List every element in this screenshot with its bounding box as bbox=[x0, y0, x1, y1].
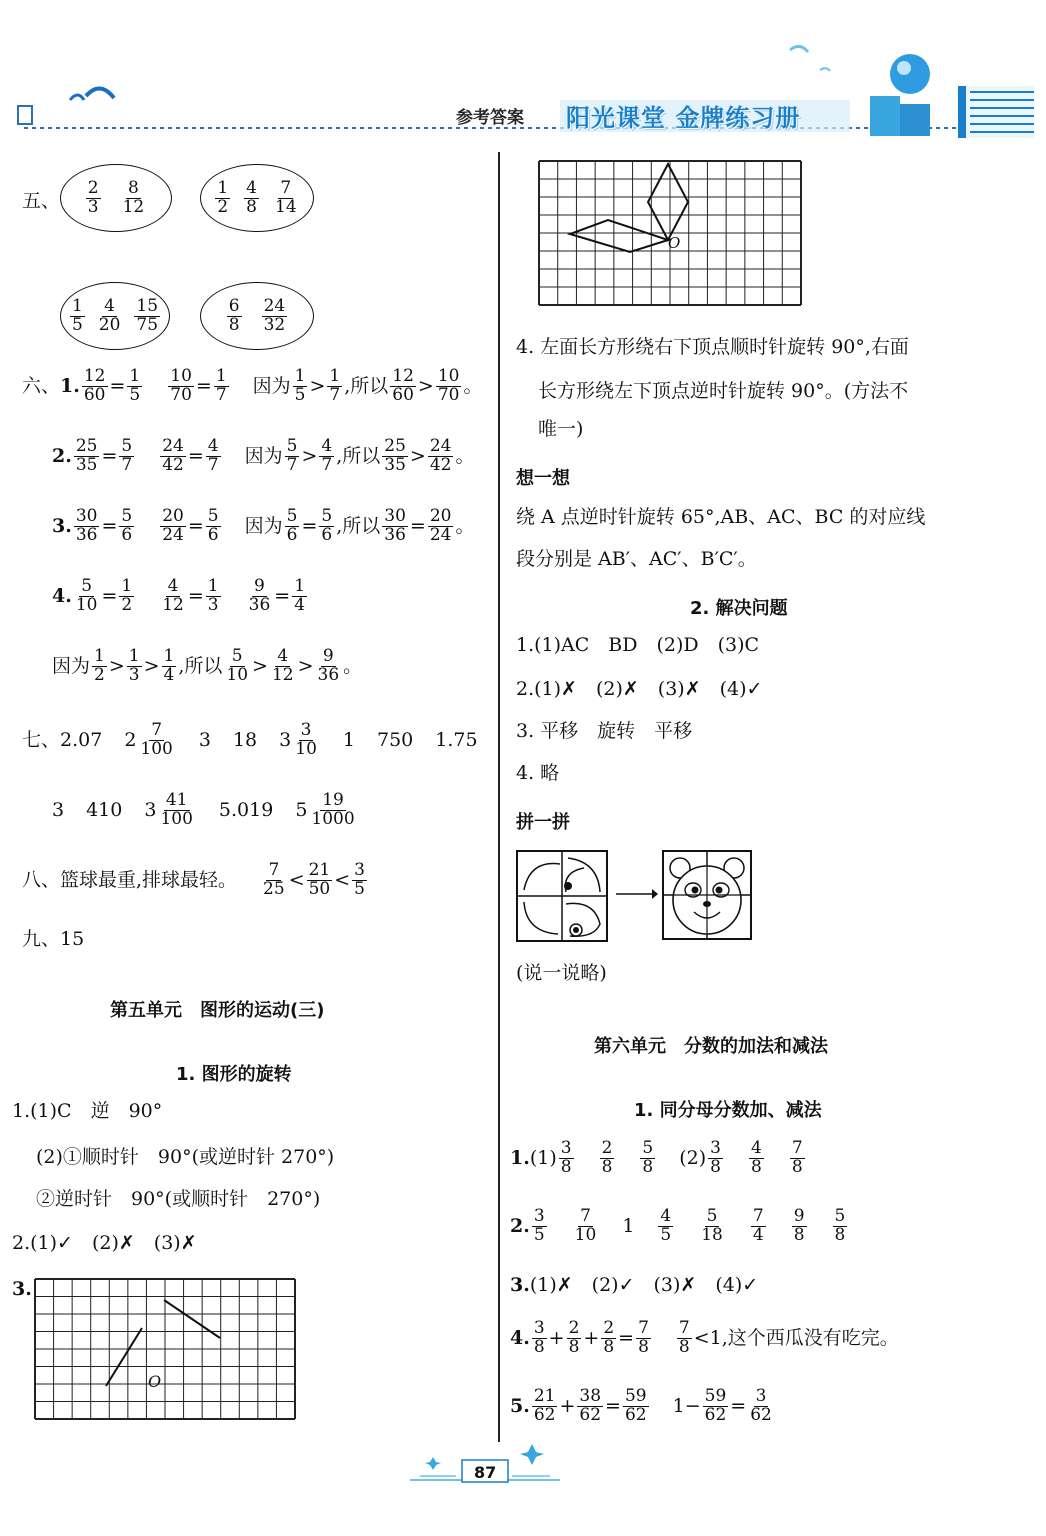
think-line-2: 段分别是 AB′、AC′、B′C′。 bbox=[516, 548, 757, 570]
fraction: $\frac{59}{62}$ bbox=[704, 1386, 727, 1425]
grid-right-origin-label: O bbox=[668, 234, 681, 252]
ellipse-group-1 bbox=[60, 164, 172, 232]
fraction: $\frac{3}{5}$ bbox=[533, 1206, 545, 1245]
fraction: $\frac{4}{7}$ bbox=[207, 436, 219, 475]
u6-q3: 3.(1)✗ (2)✓ (3)✗ (4)✓ bbox=[510, 1274, 759, 1296]
fraction: $\frac{7}{8}$ bbox=[678, 1318, 690, 1357]
fraction: $\frac{4}{8}$ bbox=[751, 1138, 762, 1177]
fraction: $\frac{41}{100}$ bbox=[160, 790, 193, 829]
ellipse-group-2 bbox=[200, 164, 314, 232]
fraction: $\frac{1}{3}$ bbox=[207, 576, 219, 615]
fraction: $\frac{1}{5}$ bbox=[294, 366, 306, 405]
fraction: $\frac{24}{42}$ bbox=[429, 436, 452, 475]
fraction: $\frac{38}{62}$ bbox=[579, 1386, 602, 1425]
header bbox=[0, 0, 1046, 150]
q6-row-1: 六、 1. $\frac{12}{60}$ = $\frac{1}{5}$ $\frac{10}{70}$ = $\frac{1}{7}$ 因为 $\frac{1}{5}$ > $\frac{1}{7}$ ,所以 $\frac{12}{60}$ > $\frac{10}{70}$ 。 bbox=[22, 366, 483, 405]
solve-q2: 2.(1)✗ (2)✗ (3)✗ (4)✓ bbox=[516, 678, 763, 700]
fraction: $\frac{30}{36}$ bbox=[75, 506, 98, 545]
grid-lines bbox=[539, 161, 801, 305]
fraction: $\frac{1}{7}$ bbox=[215, 366, 227, 405]
unit5-title: 第五单元 图形的运动(三) bbox=[110, 1000, 325, 1021]
page-number: 87 bbox=[474, 1463, 497, 1482]
ellipse-group-3 bbox=[60, 282, 170, 350]
fraction: $\frac{3}{62}$ bbox=[750, 1386, 772, 1425]
r-q4-line-3: 唯一) bbox=[538, 418, 584, 440]
fraction: $\frac{9}{36}$ bbox=[248, 576, 271, 615]
fraction: $\frac{1}{5}$ bbox=[129, 366, 141, 405]
q9-row: 九、15 bbox=[22, 928, 85, 950]
answer-label: 参考答案 bbox=[456, 108, 524, 128]
unit6-title: 第六单元 分数的加法和减法 bbox=[594, 1036, 828, 1057]
q7-row-2: 3 410 3 $\frac{41}{100}$ 5.019 5 $\frac{19}{1000}$ bbox=[52, 790, 355, 829]
fraction: $\frac{3}{10}$ bbox=[295, 720, 317, 759]
q5-label: 五、 bbox=[22, 190, 61, 212]
fraction: $\frac{5}{18}$ bbox=[701, 1206, 723, 1245]
fraction: $\frac{10}{70}$ bbox=[170, 366, 192, 405]
fraction: $\frac{4}{12}$ bbox=[271, 646, 294, 685]
pin-note: (说一说略) bbox=[516, 962, 607, 984]
fraction: $\frac{5}{8}$ bbox=[642, 1138, 654, 1177]
rotation-grid-left bbox=[34, 1278, 296, 1420]
fraction: $\frac{21}{62}$ bbox=[533, 1386, 556, 1425]
fraction: $\frac{59}{62}$ bbox=[624, 1386, 647, 1425]
fraction: $\frac{5}{10}$ bbox=[75, 576, 98, 615]
fraction: $\frac{7}{25}$ bbox=[263, 860, 285, 899]
column-divider bbox=[498, 152, 500, 1442]
fraction: $\frac{15}{75}$ bbox=[136, 295, 159, 335]
fraction: $\frac{7}{100}$ bbox=[140, 720, 173, 759]
fraction: $\frac{1}{5}$ bbox=[71, 295, 83, 335]
fraction: $\frac{21}{50}$ bbox=[308, 860, 331, 899]
fraction: $\frac{20}{24}$ bbox=[429, 506, 452, 545]
u6-q4: 4. $\frac{3}{8}$ + $\frac{2}{8}$ + $\frac{2}{8}$ = $\frac{7}{8}$ $\frac{7}{8}$ <1,这个西瓜没有吃完。 bbox=[510, 1318, 899, 1357]
fraction: $\frac{3}{8}$ bbox=[710, 1138, 721, 1177]
fraction: $\frac{8}{12}$ bbox=[122, 177, 145, 217]
fraction: $\frac{5}{7}$ bbox=[121, 436, 133, 475]
fraction: $\frac{9}{8}$ bbox=[793, 1206, 805, 1245]
fraction: $\frac{10}{70}$ bbox=[437, 366, 460, 405]
fraction: $\frac{7}{4}$ bbox=[752, 1206, 764, 1245]
fraction: $\frac{25}{35}$ bbox=[75, 436, 98, 475]
fraction: $\frac{1}{4}$ bbox=[163, 646, 175, 685]
fraction: $\frac{5}{6}$ bbox=[286, 506, 298, 545]
fraction: $\frac{4}{12}$ bbox=[162, 576, 184, 615]
think-line-1: 绕 A 点逆时针旋转 65°,AB、AC、BC 的对应线 bbox=[516, 506, 926, 528]
q8-row: 八、篮球最重,排球最轻。 $\frac{7}{25}$ < $\frac{21}{50}$ < $\frac{3}{5}$ bbox=[22, 860, 365, 899]
fraction: $\frac{3}{8}$ bbox=[560, 1138, 572, 1177]
fraction: $\frac{4}{5}$ bbox=[660, 1206, 672, 1245]
ellipse-group-4 bbox=[200, 282, 314, 350]
fraction: $\frac{3}{8}$ bbox=[533, 1318, 545, 1357]
fraction: $\frac{2}{8}$ bbox=[568, 1318, 580, 1357]
fraction: $\frac{7}{8}$ bbox=[791, 1138, 803, 1177]
solve-q3: 3. 平移 旋转 平移 bbox=[516, 720, 693, 742]
u5-q1-a: 1.(1)C 逆 90° bbox=[12, 1100, 163, 1122]
fraction: $\frac{1}{2}$ bbox=[217, 177, 229, 217]
puzzle-pieces-image bbox=[516, 850, 608, 942]
series-title: 阳光课堂 金牌练习册 bbox=[566, 104, 801, 132]
fraction: $\frac{1}{7}$ bbox=[329, 366, 341, 405]
fraction: $\frac{9}{36}$ bbox=[317, 646, 340, 685]
fraction: $\frac{19}{1000}$ bbox=[311, 790, 355, 829]
fraction: $\frac{30}{36}$ bbox=[384, 506, 406, 545]
fraction: $\frac{3}{5}$ bbox=[354, 860, 365, 899]
fraction: $\frac{5}{10}$ bbox=[226, 646, 249, 685]
u5-q1-b: (2)①顺时针 90°(或逆时针 270°) bbox=[36, 1146, 335, 1168]
u6-q5: 5. $\frac{21}{62}$ + $\frac{38}{62}$ = $\frac{59}{62}$ 1 − $\frac{59}{62}$ = $\frac{3}{62}$ bbox=[510, 1386, 772, 1425]
q6-row-3: 3. $\frac{30}{36}$ = $\frac{5}{6}$ $\frac{20}{24}$ = $\frac{5}{6}$ 因为 $\frac{5}{6}$ = $\frac{5}{6}$ ,所以 $\frac{30}{36}$ = $\frac{20}{24}$ 。 bbox=[52, 506, 475, 545]
u6-q1: 1. (1) $\frac{3}{8}$ $\frac{2}{8}$ $\frac{5}{8}$ (2) $\frac{3}{8}$ $\frac{4}{8}$ $\frac{7}{8}$ bbox=[510, 1138, 803, 1177]
think-title: 想一想 bbox=[516, 468, 570, 489]
fraction: $\frac{5}{7}$ bbox=[286, 436, 298, 475]
grid-origin-label: O bbox=[148, 1372, 162, 1391]
q6-row-5: 因为 $\frac{1}{2}$ > $\frac{1}{3}$ > $\frac{1}{4}$ ,所以 $\frac{5}{10}$ > $\frac{4}{12}$ > $\frac{9}{36}$ 。 bbox=[52, 646, 363, 685]
q6-row-4: 4. $\frac{5}{10}$ = $\frac{1}{2}$ $\frac{4}{12}$ = $\frac{1}{3}$ $\frac{9}{36}$ = $\frac{1}{4}$ bbox=[52, 576, 306, 615]
rotation-grid-right bbox=[538, 160, 802, 306]
fraction: $\frac{1}{2}$ bbox=[121, 576, 133, 615]
fraction: $\frac{5}{6}$ bbox=[207, 506, 219, 545]
fraction: $\frac{4}{8}$ bbox=[246, 177, 257, 217]
fraction: $\frac{7}{8}$ bbox=[638, 1318, 649, 1357]
fraction: $\frac{24}{42}$ bbox=[162, 436, 184, 475]
fraction: $\frac{1}{4}$ bbox=[294, 576, 306, 615]
fraction: $\frac{24}{32}$ bbox=[263, 295, 286, 335]
arrow-icon bbox=[614, 886, 658, 902]
solve-q4: 4. 略 bbox=[516, 762, 560, 784]
section-same-denominator-title: 1. 同分母分数加、减法 bbox=[634, 1100, 822, 1121]
fraction: $\frac{25}{35}$ bbox=[384, 436, 406, 475]
solve-q1: 1.(1)AC BD (2)D (3)C bbox=[516, 634, 760, 656]
fraction: $\frac{2}{8}$ bbox=[603, 1318, 615, 1357]
fraction: $\frac{12}{60}$ bbox=[392, 366, 414, 405]
fraction: $\frac{6}{8}$ bbox=[228, 295, 240, 335]
fraction: $\frac{7}{10}$ bbox=[574, 1206, 597, 1245]
fraction: $\frac{4}{7}$ bbox=[321, 436, 333, 475]
u6-q2: 2. $\frac{3}{5}$ $\frac{7}{10}$ 1 $\frac{4}{5}$ $\frac{5}{18}$ $\frac{7}{4}$ $\frac{9}{8}$ $\frac{5}{8}$ bbox=[510, 1206, 846, 1245]
fraction: $\frac{4}{20}$ bbox=[98, 295, 121, 335]
u5-q1-c: ②逆时针 90°(或顺时针 270°) bbox=[36, 1188, 321, 1210]
bear-face-image bbox=[662, 850, 752, 940]
section-rotation-title: 1. 图形的旋转 bbox=[176, 1064, 292, 1085]
fraction: $\frac{2}{8}$ bbox=[601, 1138, 613, 1177]
q6-row-2: 2. $\frac{25}{35}$ = $\frac{5}{7}$ $\frac{24}{42}$ = $\frac{4}{7}$ 因为 $\frac{5}{7}$ > $\frac{4}{7}$ ,所以 $\frac{25}{35}$ > $\frac{24}{42}$ 。 bbox=[52, 436, 475, 475]
u5-q3-num: 3. bbox=[12, 1278, 32, 1300]
fraction: $\frac{5}{6}$ bbox=[321, 506, 333, 545]
fraction: $\frac{12}{60}$ bbox=[83, 366, 106, 405]
fraction: $\frac{1}{2}$ bbox=[94, 646, 105, 685]
fraction: $\frac{5}{6}$ bbox=[121, 506, 133, 545]
pin-title: 拼一拼 bbox=[516, 812, 570, 833]
fraction: $\frac{1}{3}$ bbox=[128, 646, 140, 685]
q7-row-1: 七、 2.07 2 $\frac{7}{100}$ 3 18 3 $\frac{3}{10}$ 1 750 1.75 bbox=[22, 720, 478, 759]
fraction: $\frac{5}{8}$ bbox=[834, 1206, 846, 1245]
r-q4-line-1: 4. 左面长方形绕右下顶点顺时针旋转 90°,右面 bbox=[516, 336, 909, 358]
u5-q2: 2.(1)✓ (2)✗ (3)✗ bbox=[12, 1232, 197, 1254]
r-q4-line-2: 长方形绕左下顶点逆时针旋转 90°。(方法不 bbox=[538, 380, 909, 402]
fraction: $\frac{7}{14}$ bbox=[275, 177, 297, 217]
section-solve-title: 2. 解决问题 bbox=[690, 598, 788, 619]
fraction: $\frac{2}{3}$ bbox=[87, 177, 99, 217]
fraction: $\frac{20}{24}$ bbox=[162, 506, 184, 545]
